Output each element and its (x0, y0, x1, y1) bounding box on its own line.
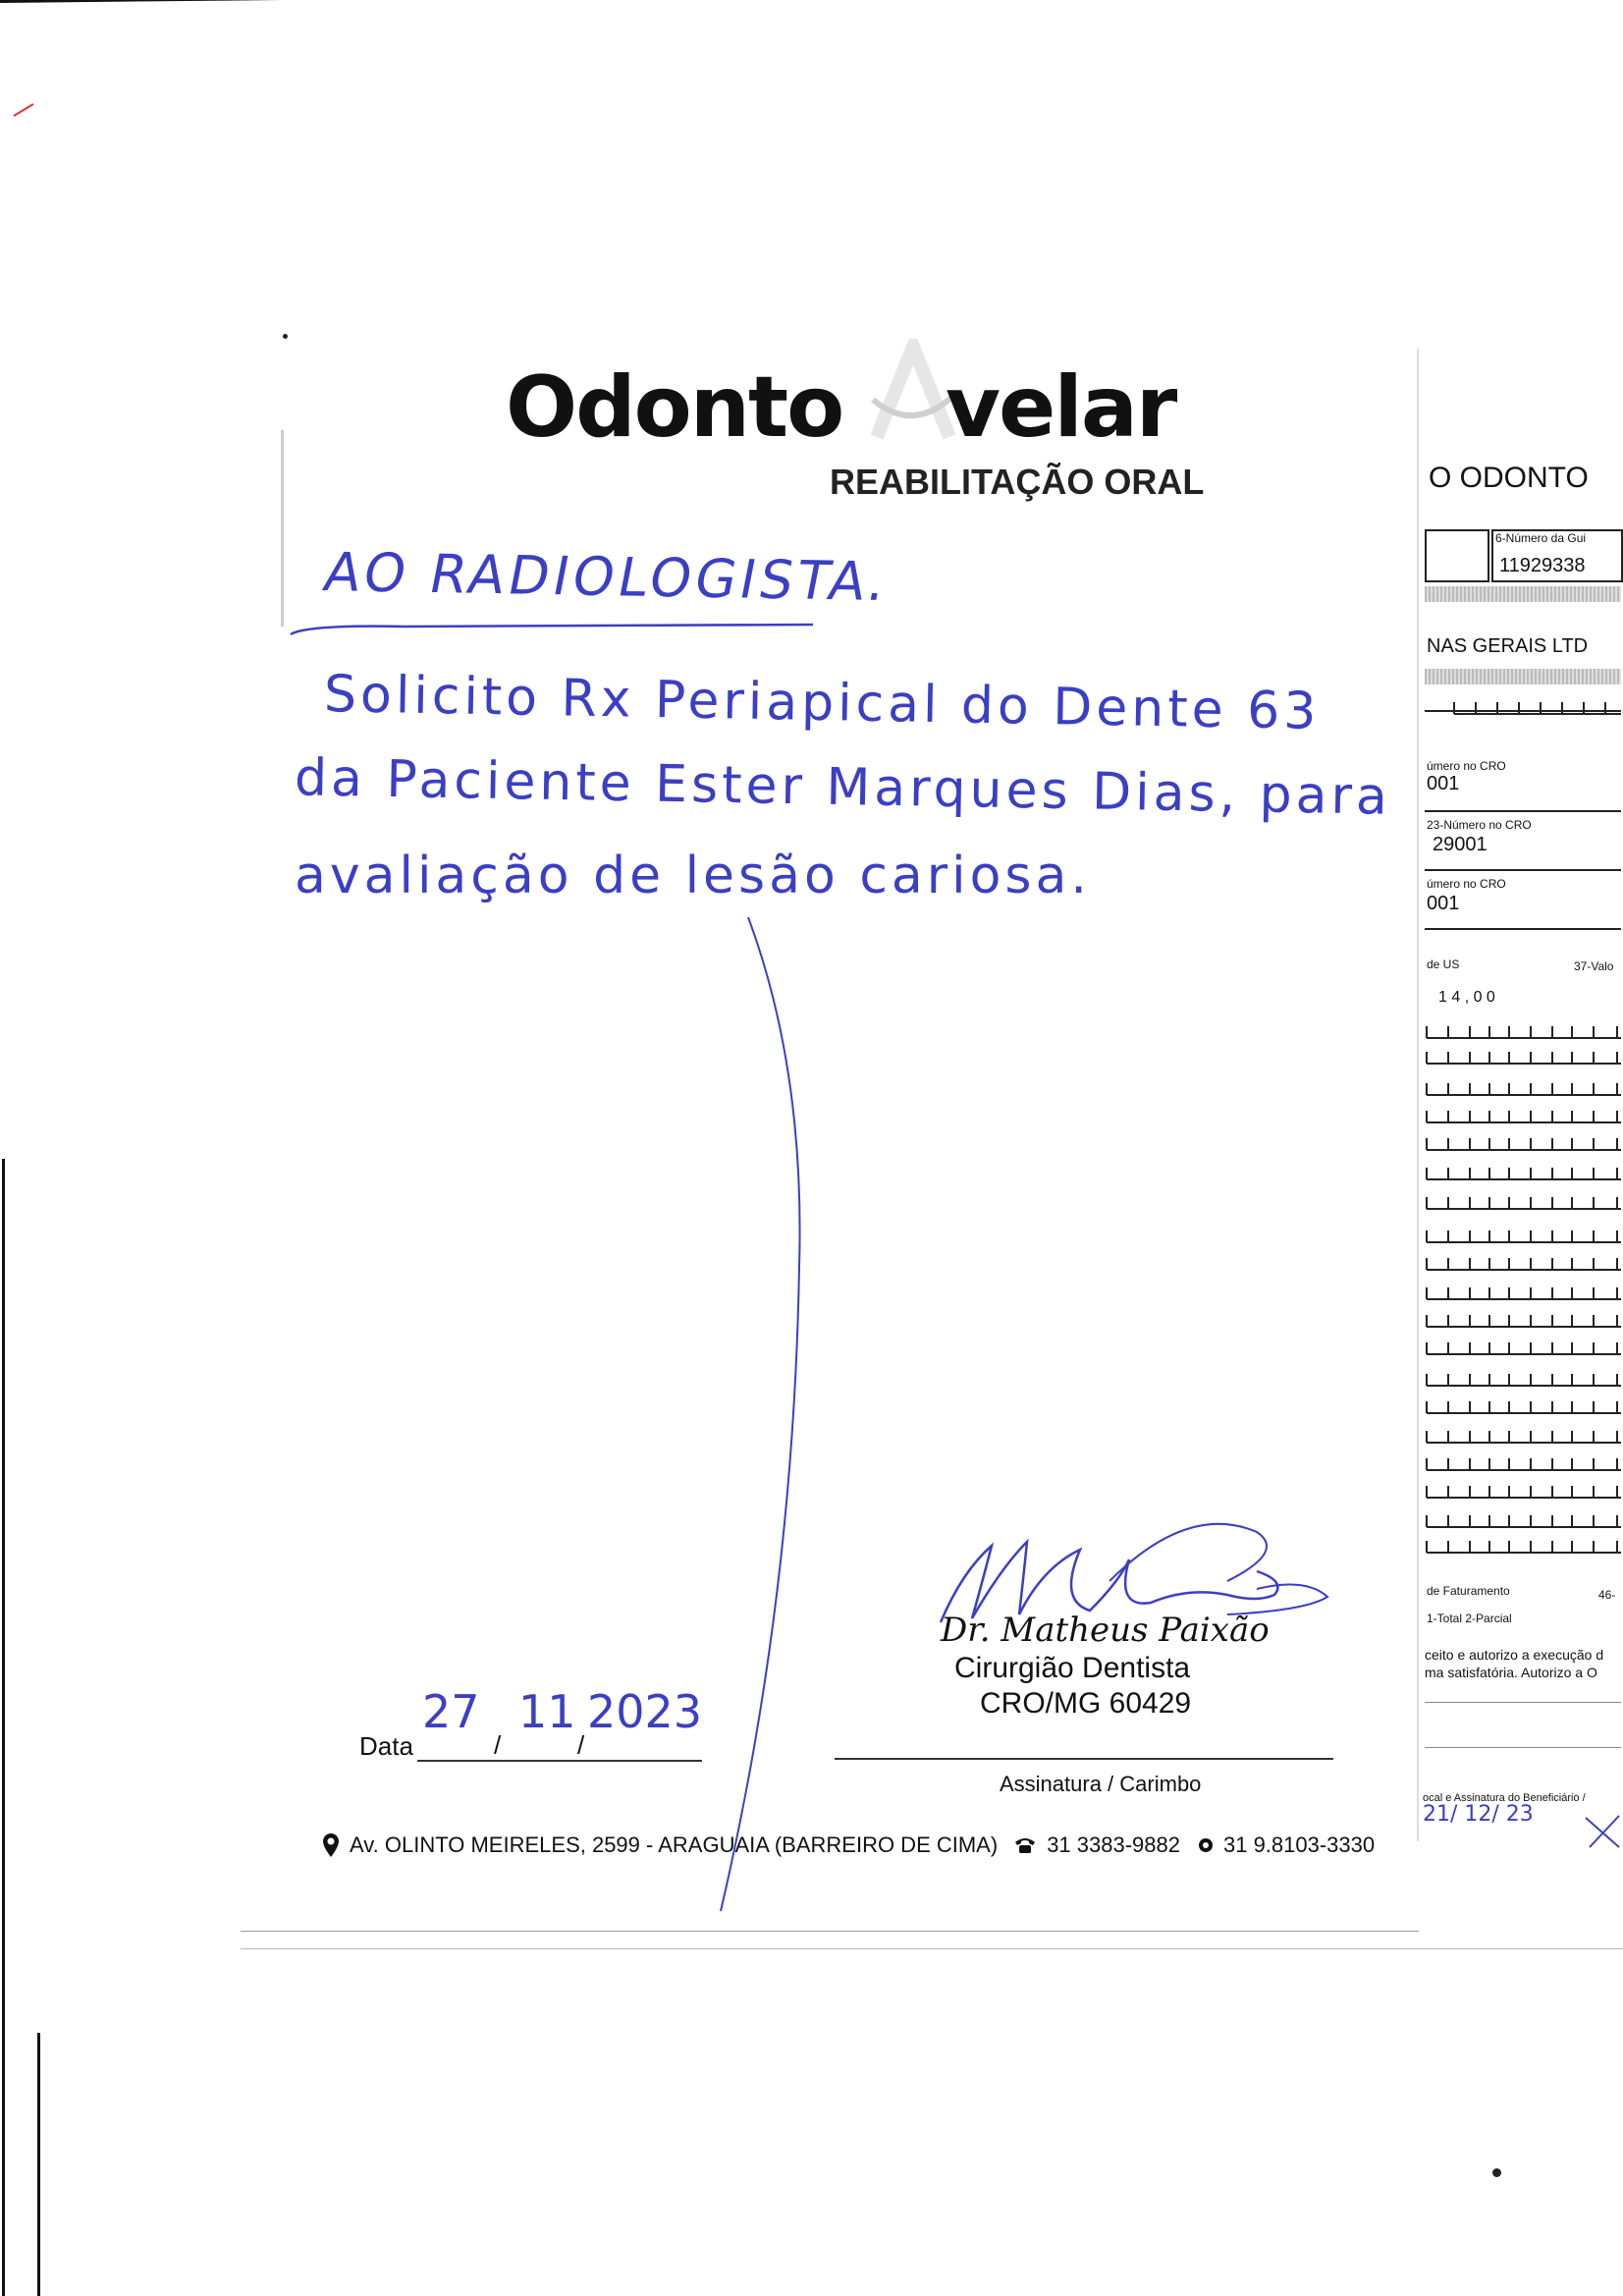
date-separator: / (577, 1730, 585, 1760)
footer (322, 1832, 1375, 1858)
form-digit-boxes (1425, 1227, 1621, 1244)
form-rule (1425, 1702, 1621, 1703)
signature-caption: Assinatura / Carimbo (1000, 1772, 1202, 1796)
footer-address: Av. OLINTO MEIRELES, 2599 - ARAGUAIA (BARREIRO DE CIMA) (350, 1832, 999, 1857)
sheet-left-edge (281, 430, 284, 627)
form-left-edge (1417, 349, 1419, 1841)
form-rule (1425, 928, 1621, 930)
form-digit-boxes (1425, 1193, 1621, 1211)
title-underline (287, 617, 817, 640)
company-name: NAS GERAIS LTD (1427, 635, 1589, 657)
cro-label-3: úmero no CRO (1427, 877, 1506, 891)
red-mark (12, 102, 35, 118)
doctor-name: Dr. Matheus Paixão (941, 1611, 1270, 1650)
handwritten-title: AO RADIOLOGISTA. (318, 540, 895, 614)
form-digit-boxes (1425, 1537, 1621, 1555)
form-digit-boxes (1425, 1079, 1621, 1097)
logo-subtitle: REABILITAÇÃO ORAL (830, 462, 1205, 502)
value-label: 37-Valo (1574, 959, 1614, 973)
date-separator: / (494, 1730, 502, 1760)
scan-edge-left (2, 1159, 5, 2296)
date-day: 27 (422, 1685, 480, 1738)
doctor-title: Cirurgião Dentista (954, 1652, 1191, 1684)
location-pin-icon (322, 1832, 340, 1858)
consent-line-1: ceito e autorizo a execução d (1425, 1647, 1604, 1663)
phone-icon (1013, 1836, 1037, 1854)
speck (1492, 2168, 1501, 2177)
form-digit-boxes (1425, 1370, 1621, 1388)
form-digit-boxes (1425, 1048, 1621, 1066)
speck (283, 334, 288, 339)
date-year: 2023 (587, 1685, 703, 1738)
underlying-form (1417, 349, 1623, 1841)
form-digit-boxes (1425, 1482, 1621, 1500)
cro-label-1: úmero no CRO (1427, 759, 1506, 773)
footer-phone: 31 3383-9882 (1047, 1832, 1180, 1857)
sheet-bottom-edge-2 (241, 1948, 1623, 1949)
form-digit-boxes (1425, 1454, 1621, 1472)
gray-band (1425, 586, 1621, 602)
form-digit-boxes (1425, 1397, 1621, 1415)
billing-label: de Faturamento (1427, 1584, 1510, 1598)
us-row-1: 1 4 , 0 0 (1438, 989, 1495, 1006)
guide-label: 6-Número da Gui (1495, 531, 1587, 545)
form-rule (1425, 869, 1621, 871)
cross-mark (1584, 1812, 1623, 1851)
logo (506, 358, 1193, 457)
date-month: 11 (518, 1685, 576, 1738)
form-digit-boxes (1425, 1107, 1621, 1124)
doctor-cro: CRO/MG 60429 (980, 1687, 1192, 1720)
cro-value-2: 29001 (1433, 834, 1488, 855)
form-digit-boxes (1425, 698, 1621, 718)
footer-mobile: 31 9.8103-3330 (1222, 1832, 1376, 1857)
cro-value-1: 001 (1427, 773, 1460, 794)
beneficiary-sign-label: ocal e Assinatura do Beneficiário / (1423, 1792, 1586, 1804)
form-digit-boxes (1425, 1254, 1621, 1272)
logo-a-mark-icon (869, 339, 957, 447)
logo-brand-right: velar (946, 358, 1176, 457)
billing-code: 46- (1598, 1588, 1616, 1602)
handwritten-line-2: da Paciente Ester Marques Dias, para (294, 748, 1392, 827)
cro-label-2: 23-Número no CRO (1427, 818, 1532, 832)
beneficiary-sign-date: 21/ 12/ 23 (1423, 1802, 1534, 1827)
date-label: Data (359, 1731, 413, 1761)
form-digit-boxes (1425, 1134, 1621, 1152)
date-line (417, 1760, 702, 1762)
whatsapp-icon (1198, 1837, 1214, 1853)
form-digit-boxes (1425, 1511, 1621, 1529)
form-digit-boxes (1425, 1339, 1621, 1356)
form-header: O ODONTO (1429, 462, 1589, 494)
cro-value-3: 001 (1427, 893, 1460, 914)
scan-edge-left-inner (37, 2033, 40, 2296)
guide-box (1425, 529, 1489, 582)
form-rule (1425, 810, 1621, 812)
gray-band (1425, 669, 1621, 684)
form-rule (1425, 1747, 1621, 1748)
form-digit-boxes (1425, 1284, 1621, 1301)
handwritten-line-1: Solicito Rx Periapical do Dente 63 (323, 665, 1321, 741)
billing-options: 1-Total 2-Parcial (1427, 1612, 1512, 1625)
scan-edge-top (0, 0, 884, 3)
us-label: de US (1427, 957, 1460, 971)
signature-line (835, 1758, 1333, 1760)
handwritten-line-3: avaliação de lesão cariosa. (295, 847, 1091, 905)
form-digit-boxes (1425, 1022, 1621, 1040)
logo-brand-left: Odonto (506, 358, 843, 457)
sheet-bottom-edge (241, 1931, 1419, 1932)
guide-number: 11929338 (1499, 555, 1586, 576)
form-digit-boxes (1425, 1427, 1621, 1445)
form-digit-boxes (1425, 1311, 1621, 1329)
form-digit-boxes (1425, 1164, 1621, 1181)
consent-line-2: ma satisfatória. Autorizo a O (1425, 1665, 1597, 1680)
pen-stroke (707, 913, 825, 1915)
